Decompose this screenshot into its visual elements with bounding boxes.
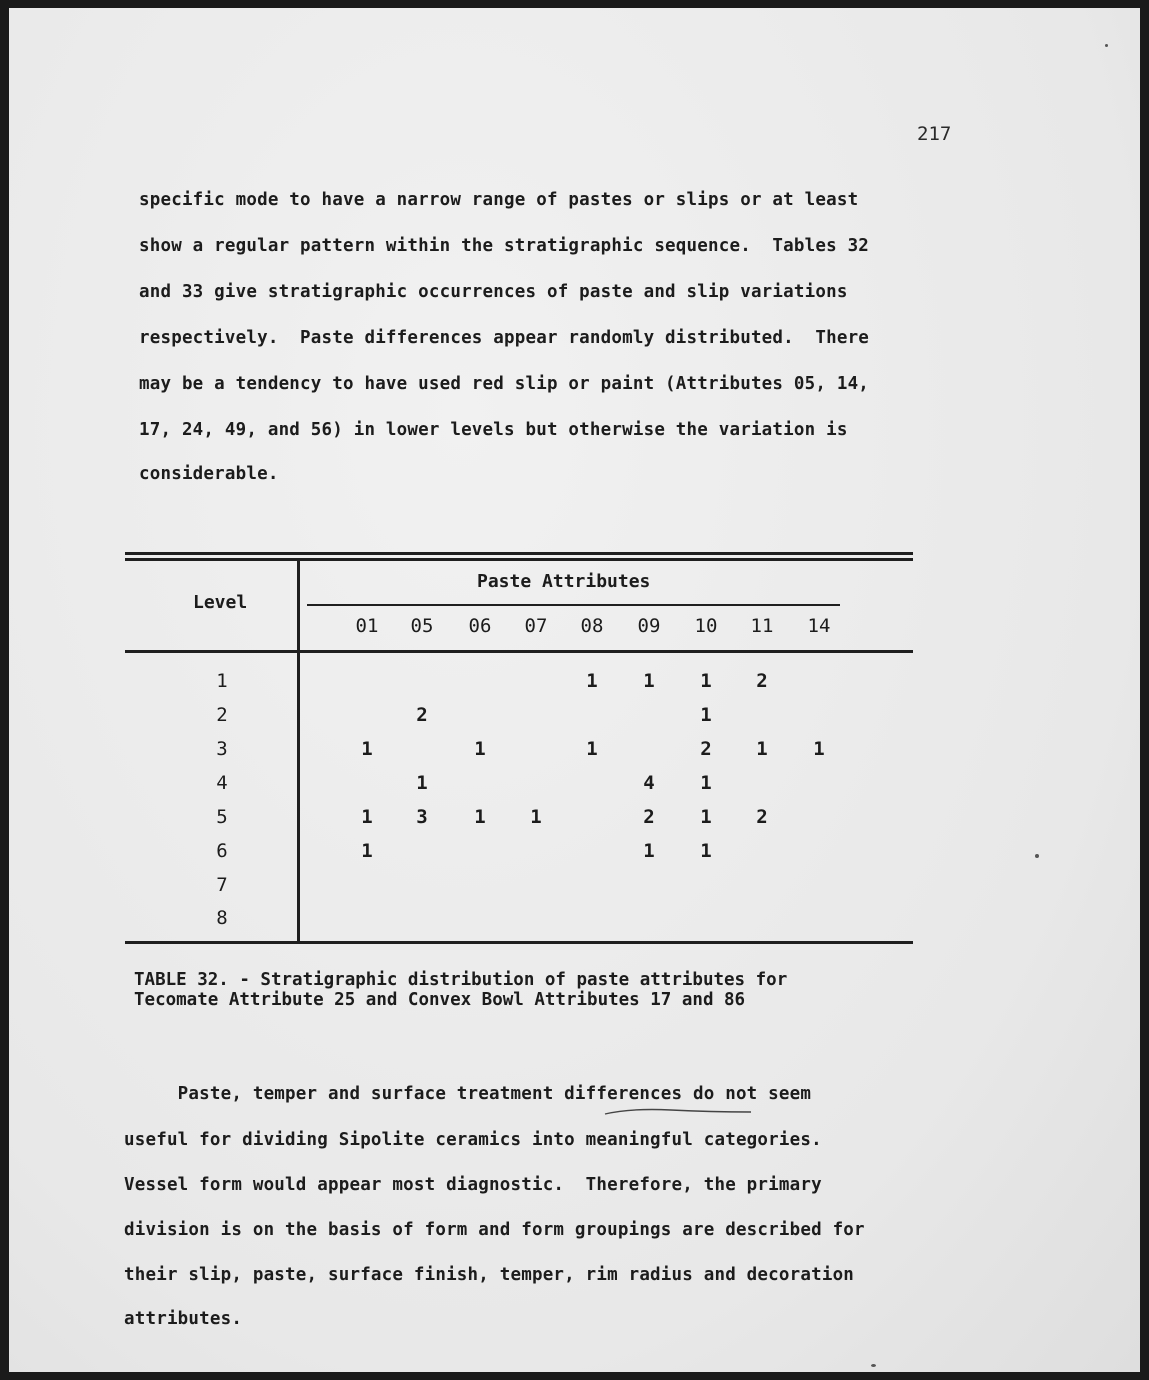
closing-line: Vessel form would appear most diagnostic. Therefore, the primary xyxy=(124,1175,822,1195)
group-header-underline xyxy=(307,604,840,606)
column-header: 10 xyxy=(694,615,718,637)
row-level-label: 7 xyxy=(216,874,228,896)
table-cell: 3 xyxy=(416,806,428,828)
table-cell: 1 xyxy=(530,806,542,828)
table-cell: 1 xyxy=(643,670,655,692)
table-bottom-rule xyxy=(125,941,913,944)
intro-line: considerable. xyxy=(139,464,279,484)
row-level-label: 2 xyxy=(216,704,228,726)
level-header: Level xyxy=(193,592,248,613)
column-header: 07 xyxy=(524,615,548,637)
row-level-label: 5 xyxy=(216,806,228,828)
table-cell: 4 xyxy=(643,772,655,794)
closing-line: attributes. xyxy=(124,1309,243,1329)
table-cell: 1 xyxy=(586,670,598,692)
intro-line: specific mode to have a narrow range of pastes or slips or at least xyxy=(139,190,859,210)
table-cell: 2 xyxy=(416,704,428,726)
closing-line: division is on the basis of form and form groupings are described for xyxy=(124,1220,865,1240)
paste-attributes-header: Paste Attributes xyxy=(477,571,651,592)
table-cell: 1 xyxy=(756,738,768,760)
table-cell: 2 xyxy=(756,670,768,692)
table-cell: 1 xyxy=(813,738,825,760)
scan-speck xyxy=(1035,854,1039,858)
intro-line: and 33 give stratigraphic occurrences of paste and slip variations xyxy=(139,282,848,302)
closing-line: useful for dividing Sipolite ceramics into meaningful categories. xyxy=(124,1130,822,1150)
table-cell: 1 xyxy=(700,704,712,726)
column-header: 06 xyxy=(468,615,492,637)
intro-line: show a regular pattern within the stratigraphic sequence. Tables 32 xyxy=(139,236,870,256)
document-page xyxy=(9,8,1140,1372)
table-cell: 1 xyxy=(361,738,373,760)
table-cell: 1 xyxy=(700,840,712,862)
row-level-label: 1 xyxy=(216,670,228,692)
closing-line: Paste, temper and surface treatment differences do not seem xyxy=(124,1084,812,1104)
intro-line: respectively. Paste differences appear randomly distributed. There xyxy=(139,328,870,348)
scan-speck xyxy=(871,1364,876,1367)
table-cell: 1 xyxy=(700,670,712,692)
handwritten-underline-mark xyxy=(601,1104,761,1124)
caption-line: Tecomate Attribute 25 and Convex Bowl Attributes 17 and 86 xyxy=(134,990,746,1010)
scan-speck xyxy=(1105,44,1108,47)
level-column-divider xyxy=(297,560,300,942)
page-number: 217 xyxy=(917,123,952,145)
table-cell: 1 xyxy=(416,772,428,794)
row-level-label: 3 xyxy=(216,738,228,760)
column-header: 14 xyxy=(807,615,831,637)
row-level-label: 6 xyxy=(216,840,228,862)
table-cell: 1 xyxy=(586,738,598,760)
table-cell: 1 xyxy=(700,772,712,794)
row-level-label: 8 xyxy=(216,907,228,929)
column-header: 09 xyxy=(637,615,661,637)
intro-line: may be a tendency to have used red slip or paint (Attributes 05, 14, xyxy=(139,374,870,394)
header-bottom-rule xyxy=(125,650,913,653)
table-cell: 2 xyxy=(756,806,768,828)
table-top-rule-2 xyxy=(125,558,913,561)
table-cell: 1 xyxy=(474,806,486,828)
column-header: 01 xyxy=(355,615,379,637)
column-header: 05 xyxy=(410,615,434,637)
intro-line: 17, 24, 49, and 56) in lower levels but otherwise the variation is xyxy=(139,420,848,440)
table-top-rule xyxy=(125,552,913,555)
table-cell: 1 xyxy=(361,806,373,828)
caption-line: TABLE 32. - Stratigraphic distribution of paste attributes for xyxy=(134,970,788,990)
column-header: 08 xyxy=(580,615,604,637)
table-cell: 1 xyxy=(361,840,373,862)
table-cell: 1 xyxy=(474,738,486,760)
column-header: 11 xyxy=(750,615,774,637)
table-cell: 1 xyxy=(700,806,712,828)
table-cell: 2 xyxy=(643,806,655,828)
table-cell: 2 xyxy=(700,738,712,760)
table-cell: 1 xyxy=(643,840,655,862)
row-level-label: 4 xyxy=(216,772,228,794)
closing-line: their slip, paste, surface finish, temper, rim radius and decoration xyxy=(124,1265,855,1285)
